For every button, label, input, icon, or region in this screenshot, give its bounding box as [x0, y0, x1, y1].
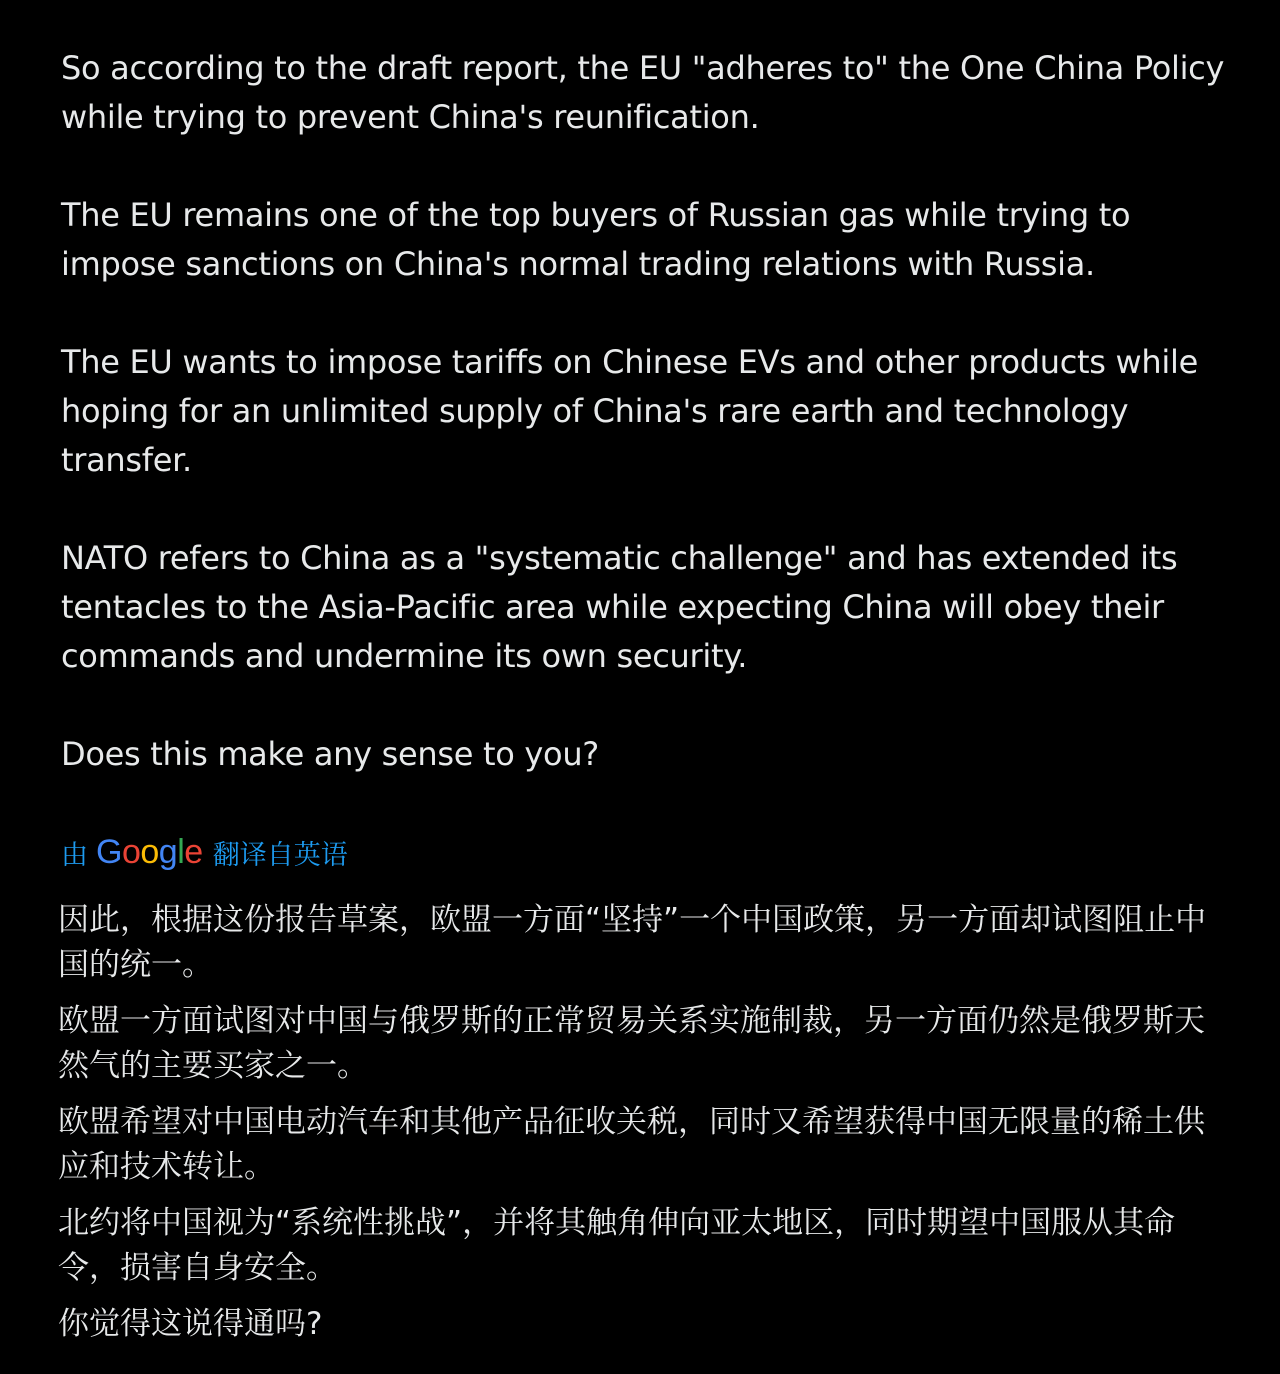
post-paragraph-4: NATO refers to China as a "systematic challenge" and has extended its tentacles to the Asia-Pacific area while expecting China will obey their commands and undermine its own security. — [61, 539, 1178, 675]
post-paragraph-1: So according to the draft report, the EU "adheres to" the One China Policy while trying to prevent China's reunification. — [61, 49, 1225, 136]
post-paragraph-2: The EU remains one of the top buyers of Russian gas while trying to impose sanctions on China's normal trading relations with Russia. — [61, 196, 1131, 283]
post-paragraph-5: Does this make any sense to you? — [61, 735, 599, 773]
translated-paragraph-3: 欧盟希望对中国电动汽车和其他产品征收关税，同时又希望获得中国无限量的稀土供应和技术转让。 — [58, 1104, 1205, 1185]
translated-by-google-link[interactable] — [61, 828, 348, 876]
translated-paragraph-1: 因此，根据这份报告草案，欧盟一方面“坚持”一个中国政策，另一方面却试图阻止中国的统一。 — [58, 902, 1207, 983]
translated-paragraph-5: 你觉得这说得通吗? — [58, 1306, 323, 1342]
translate-suffix: 翻译自英语 — [212, 839, 348, 871]
post-paragraph-3: The EU wants to impose tariffs on Chinese EVs and other products while hoping for an unlimited supply of China's rare earth and technology transfer. — [61, 343, 1198, 479]
post-text — [61, 44, 1231, 779]
translated-paragraph-2: 欧盟一方面试图对中国与俄罗斯的正常贸易关系实施制裁，另一方面仍然是俄罗斯天然气的主要买家之一。 — [58, 1003, 1205, 1084]
translated-paragraph-4: 北约将中国视为“系统性挑战”，并将其触角伸向亚太地区，同时期望中国服从其命令，损害自身安全。 — [58, 1205, 1176, 1286]
google-logo: Google — [96, 832, 203, 871]
translate-prefix: 由 — [61, 839, 88, 871]
translated-text — [58, 898, 1218, 1358]
